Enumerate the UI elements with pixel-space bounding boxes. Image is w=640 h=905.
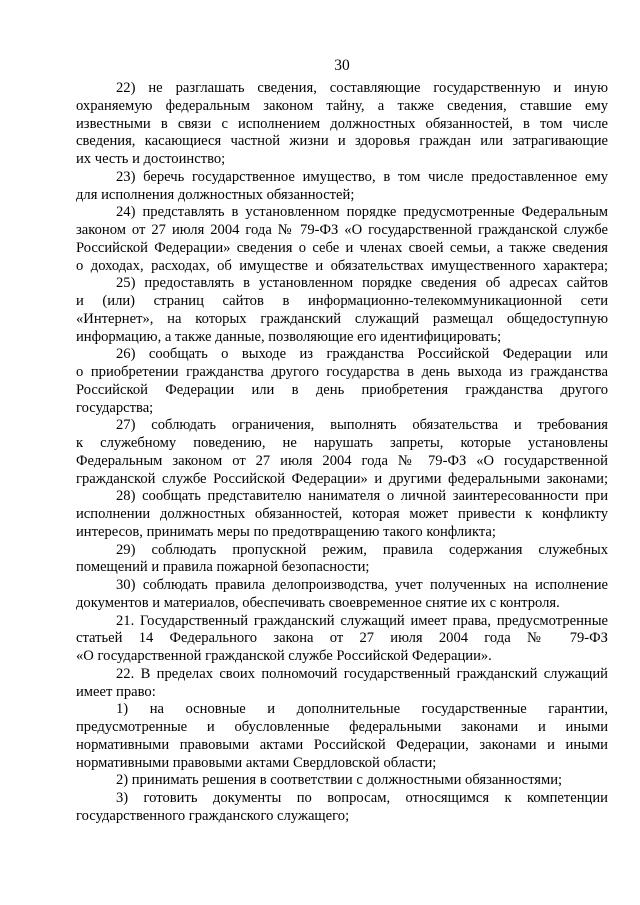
text-line: к служебному поведению, не нарушать запреты, которые установлены: [76, 435, 608, 451]
text-line: 21. Государственный гражданский служащий имеет права, предусмотренные: [116, 612, 608, 629]
text-line: имеет право:: [76, 683, 156, 700]
text-line: о доходах, расходах, об имуществе и обязательствах имущественного характера;: [76, 257, 608, 274]
text-line: 25) предоставлять в установленном порядке сведения об адресах сайтов: [116, 275, 608, 292]
text-line: 1) на основные и дополнительные государственные гарантии,: [116, 701, 608, 718]
text-line: помещений и правила пожарной безопасности;: [76, 559, 370, 576]
text-line: охраняемую федеральным законом тайну, а также сведения, ставшие ему: [76, 97, 608, 114]
text-line: 29) соблюдать пропускной режим, правила содержания служебных: [116, 541, 608, 558]
text-line: для исполнения должностных обязанностей;: [76, 186, 355, 203]
text-line: гражданской службе Российской Федерации» и другими федеральными законами;: [76, 470, 608, 487]
text-line: государства;: [76, 399, 154, 416]
text-line: и (или) страниц сайтов в информационно-телекоммуникационной сети: [76, 293, 608, 309]
text-line: сведения, касающиеся частной жизни и здоровья граждан или затрагивающие: [76, 133, 608, 150]
text-line: 22. В пределах своих полномочий государственный гражданский служащий: [116, 665, 608, 682]
text-line: их честь и достоинство;: [76, 151, 226, 167]
text-line: 24) представлять в установленном порядке предусмотренные Федеральным: [116, 204, 608, 221]
text-line: о приобретении гражданства другого государства в день выхода из гражданства: [76, 364, 608, 380]
text-line: 23) беречь государственное имущество, в том числе предоставленное ему: [116, 168, 608, 185]
text-line: 30) соблюдать правила делопроизводства, учет полученных на исполнение: [116, 577, 608, 593]
text-line: нормативными правовыми актами Российской Федерации, законами и иными: [76, 736, 608, 753]
text-line: 2) принимать решения в соответствии с должностными обязанностями;: [116, 772, 563, 789]
text-line: 26) сообщать о выходе из гражданства Российской Федерации или: [116, 346, 608, 363]
page-number: 30: [334, 57, 350, 74]
text-line: исполнении должностных обязанностей, которая может привести к конфликту: [76, 506, 608, 522]
text-line: Федеральным законом от 27 июля 2004 года № 79-ФЗ «О государственной: [76, 452, 608, 469]
document-body: [76, 80, 608, 826]
text-line: нормативными правовыми актами Свердловской области;: [76, 754, 437, 771]
text-line: 22) не разглашать сведения, составляющие государственную и иную: [116, 80, 608, 96]
text-line: интересов, принимать меры по предотвращению такого конфликта;: [76, 523, 496, 540]
text-line: предусмотренные и обусловленные федеральными законами и иными: [76, 719, 608, 735]
text-line: Российской Федерации или в день приобретения гражданства другого: [76, 381, 608, 398]
text-line: Российской Федерации» сведения о себе и членах своей семьи, а также сведения: [76, 239, 608, 256]
text-line: «О государственной гражданской службе Российской Федерации».: [76, 648, 492, 664]
text-line: статьей 14 Федерального закона от 27 июля 2004 года № 79-ФЗ: [76, 630, 608, 647]
text-line: государственного гражданского служащего;: [76, 807, 350, 824]
text-line: «Интернет», на которых гражданский служащий размещал общедоступную: [76, 310, 608, 327]
text-line: известными в связи с исполнением должностных обязанностей, в том числе: [76, 115, 608, 132]
text-line: 27) соблюдать ограничения, выполнять обязательства и требования: [116, 417, 608, 434]
text-line: законом от 27 июля 2004 года № 79-ФЗ «О государственной гражданской службе: [76, 222, 608, 238]
text-line: информацию, а также данные, позволяющие его идентифицировать;: [76, 328, 502, 345]
text-line: 28) сообщать представителю нанимателя о личной заинтересованности при: [116, 488, 608, 505]
text-line: документов и материалов, обеспечивать своевременное снятие их с контроля.: [76, 594, 560, 611]
text-line: 3) готовить документы по вопросам, относящимся к компетенции: [116, 790, 608, 806]
